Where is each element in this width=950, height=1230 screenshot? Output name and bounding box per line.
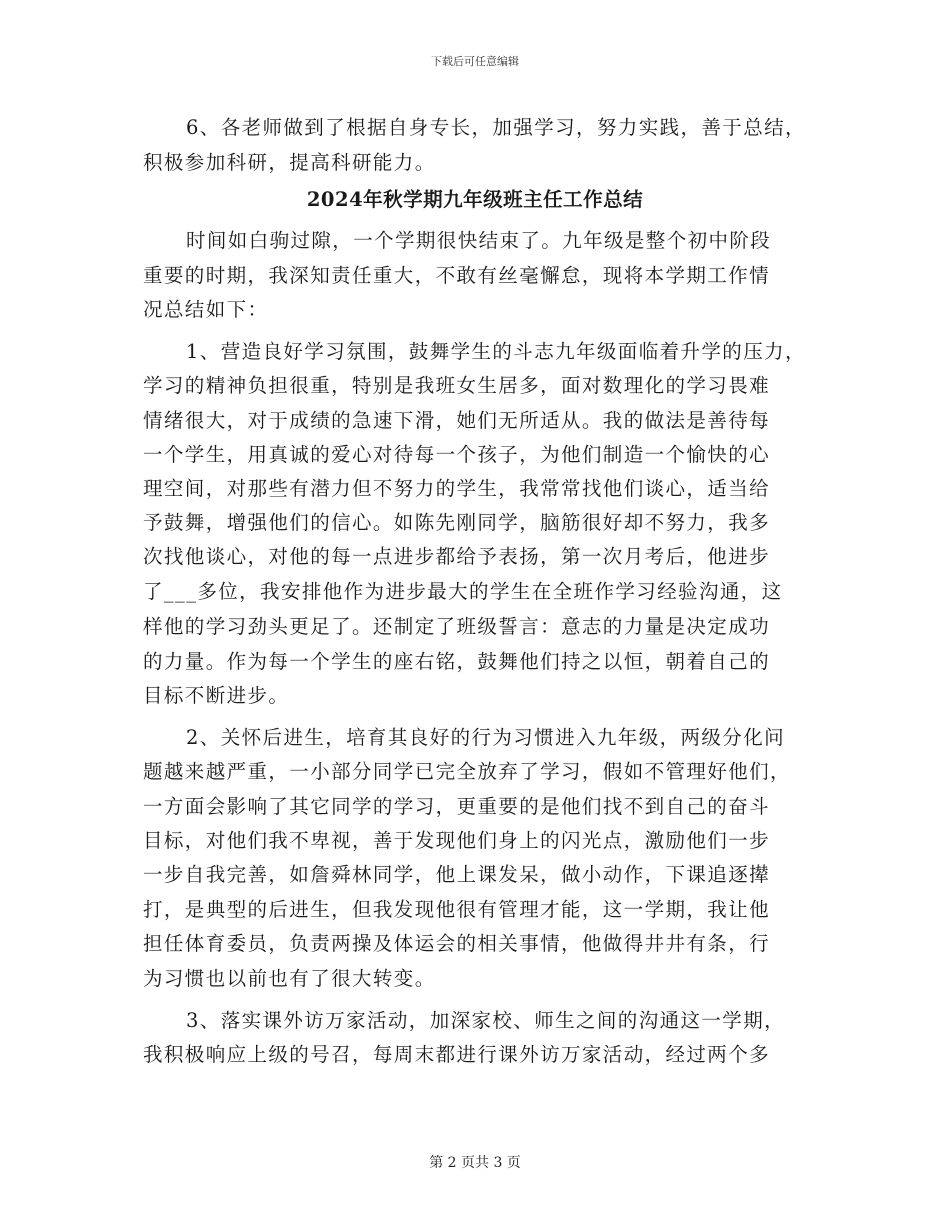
paragraph-line: 3、落实课外访万家活动，加深家校、师生之间的沟通这一学期， — [186, 1009, 786, 1032]
paragraph-line: 的力量。作为每一个学生的座右铭，鼓舞他们持之以恒，朝着自己的 — [143, 650, 771, 673]
paragraph-line: 积极参加科研，提高科研能力。 — [143, 151, 436, 174]
paragraph-line: 重要的时期，我深知责任重大，不敢有丝毫懈怠，现将本学期工作情 — [143, 264, 771, 287]
page-header: 下载后可任意编辑 — [431, 55, 519, 68]
paragraph-line: 1、营造良好学习氛围，鼓舞学生的斗志九年级面临着升学的压力， — [186, 340, 806, 363]
paragraph-line: 样他的学习劲头更足了。还制定了班级誓言：意志的力量是决定成功 — [143, 615, 771, 638]
paragraph-line: 时间如白驹过隙，一个学期很快结束了。九年级是整个初中阶段 — [186, 229, 772, 252]
paragraph-line: 打，是典型的后进生，但我发现他很有管理才能，这一学期，我让他 — [143, 898, 771, 921]
paragraph-line: 理空间，对那些有潜力但不努力的学生，我常常找他们谈心，适当给 — [143, 477, 771, 500]
paragraph-line: 一个学生，用真诚的爱心对待每一个孩子，为他们制造一个愉快的心 — [143, 443, 771, 466]
document-title: 2024年秋学期九年级班主任工作总结 — [306, 188, 644, 211]
paragraph-line: 我积极响应上级的号召，每周末都进行课外访万家活动，经过两个多 — [143, 1043, 771, 1066]
paragraph-line: 目标，对他们我不卑视，善于发现他们身上的闪光点，激励他们一步 — [143, 829, 771, 852]
paragraph-line: 一方面会影响了其它同学的学习，更重要的是他们找不到自己的奋斗 — [143, 795, 771, 818]
paragraph-line: 一步自我完善，如詹舜林同学，他上课发呆，做小动作，下课追逐撵 — [143, 863, 771, 886]
paragraph-line: 学习的精神负担很重，特别是我班女生居多，面对数理化的学习畏难 — [143, 374, 771, 397]
paragraph-line: 题越来越严重，一小部分同学已完全放弃了学习，假如不管理好他们， — [143, 760, 791, 783]
paragraph-line: 予鼓舞，增强他们的信心。如陈先刚同学，脑筋很好却不努力，我多 — [143, 511, 771, 534]
paragraph-line: 为习惯也以前也有了很大转变。 — [143, 967, 436, 990]
paragraph-line: 了___多位，我安排他作为进步最大的学生在全班作学习经验沟通，这 — [143, 580, 783, 603]
paragraph-line: 2、关怀后进生，培育其良好的行为习惯进入九年级，两级分化问 — [186, 726, 786, 749]
page-footer: 第 2 页共 3 页 — [429, 1155, 521, 1171]
paragraph-line: 目标不断进步。 — [143, 684, 290, 707]
paragraph-line: 6、各老师做到了根据自身专长，加强学习，努力实践，善于总结， — [186, 116, 806, 139]
paragraph-line: 情绪很大，对于成绩的急速下滑，她们无所适从。我的做法是善待每 — [143, 409, 771, 432]
paragraph-line: 况总结如下： — [143, 298, 269, 321]
paragraph-line: 次找他谈心，对他的每一点进步都给予表扬，第一次月考后，他进步 — [143, 545, 771, 568]
paragraph-line: 担任体育委员，负责两操及体运会的相关事情，他做得井井有条，行 — [143, 932, 771, 955]
